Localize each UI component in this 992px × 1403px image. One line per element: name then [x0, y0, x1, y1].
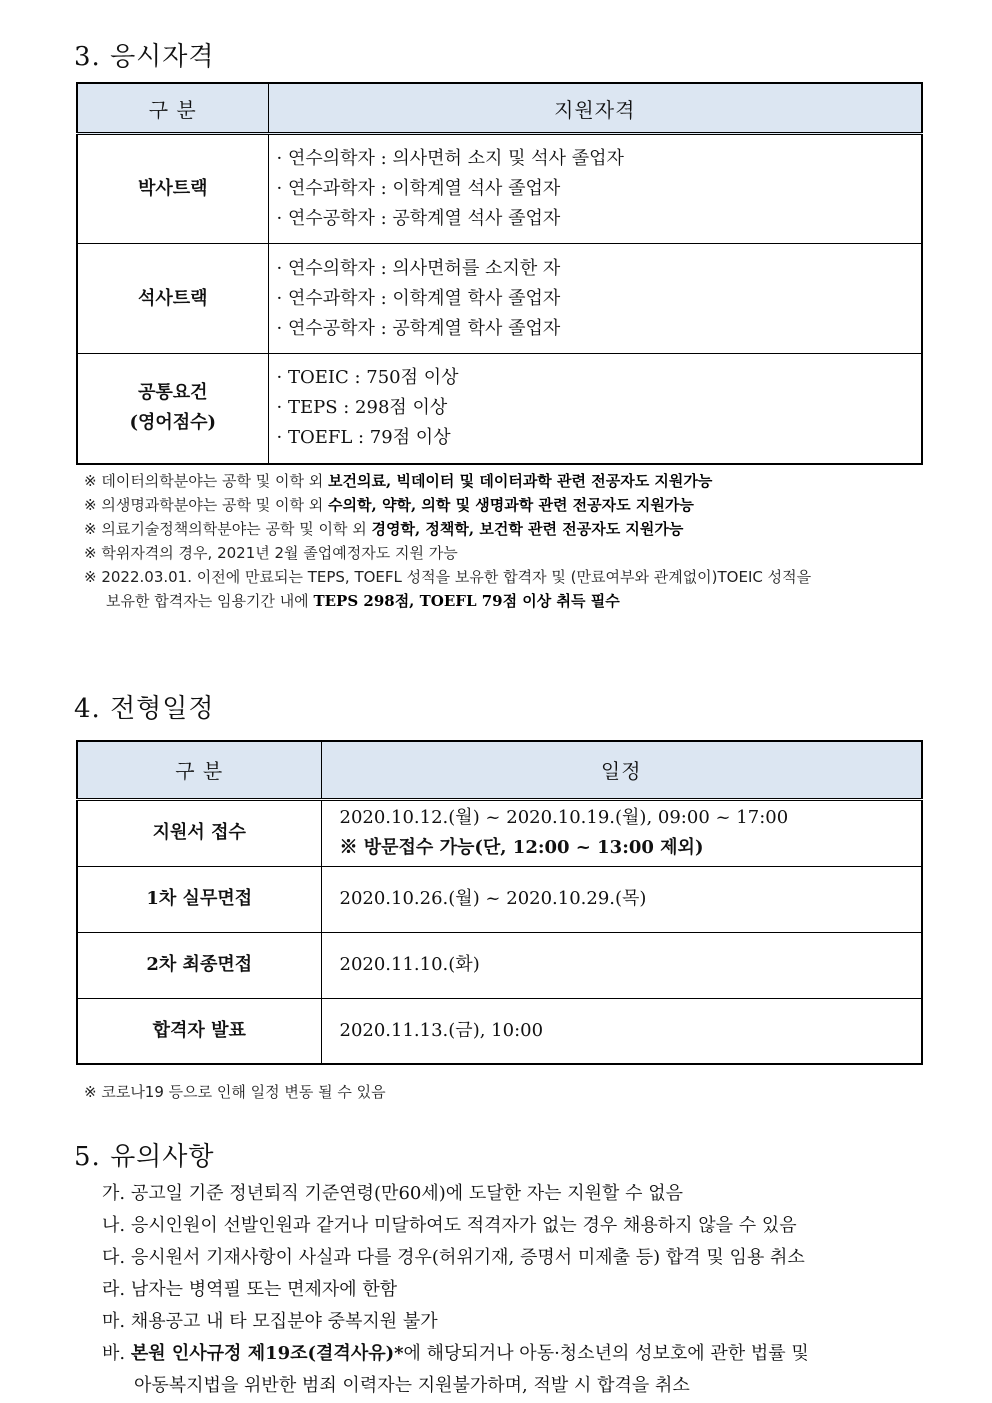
table-row	[77, 354, 922, 464]
schedule-label: 지원서 접수	[77, 799, 321, 866]
list-item: · TOEIC : 750점 이상	[276, 367, 459, 389]
note-emphasis: 경영학, 정책학, 보건학 관련 전공자도 지원가능	[371, 520, 684, 538]
list-item: · TOEFL : 79점 이상	[276, 427, 451, 449]
row-label-text: 공통요건	[137, 382, 208, 404]
item-continuation: 아동복지법을 위반한 범죄 이력자는 지원불가하며, 적발 시 합격을 취소	[134, 1375, 690, 1396]
row-label-common	[77, 354, 268, 464]
note-text: ※ 의생명과학분야는 공학 및 이학 외	[84, 496, 329, 514]
note-text: ※ 2022.03.01. 이전에 만료되는 TEPS, TOEFL 성적을 보유한 합격자 및 (만료여부와 관계없이)TOEIC 성적을	[84, 568, 812, 586]
list-item: 라. 남자는 병역필 또는 면제자에 한함	[102, 1279, 398, 1300]
list-item: · 연수공학자 : 공학계열 석사 졸업자	[276, 208, 561, 229]
list-item: · 연수과학자 : 이학계열 학사 졸업자	[276, 287, 561, 309]
item-prefix: 바.	[102, 1343, 131, 1364]
section-3-title: 3. 응시자격	[74, 42, 215, 72]
row-label-subtext: (영어점수)	[129, 412, 217, 434]
section-4-title: 4. 전형일정	[74, 694, 215, 724]
note-item	[84, 469, 811, 493]
note-continuation	[84, 589, 811, 613]
header-schedule: 일정	[321, 741, 922, 799]
table-header-row	[77, 83, 922, 134]
schedule-label: 합격자 발표	[77, 998, 321, 1064]
list-item: · 연수의학자 : 의사면허 소지 및 석사 졸업자	[276, 148, 624, 169]
list-item: 마. 채용공고 내 타 모집분야 중복지원 불가	[102, 1311, 438, 1332]
note-item	[84, 517, 811, 541]
schedule-label: 1차 실무면접	[77, 866, 321, 932]
schedule-table	[76, 740, 923, 1065]
list-item: · TEPS : 298점 이상	[276, 397, 448, 419]
row-items	[268, 354, 922, 464]
note-emphasis: 수의학, 약학, 의학 및 생명과학 관련 전공자도 지원가능	[328, 496, 694, 514]
row-label-phd	[77, 134, 268, 244]
schedule-value: 2020.11.10.(화)	[321, 932, 922, 998]
table-row	[77, 244, 922, 354]
list-item: 가. 공고일 기준 정년퇴직 기준연령(만60세)에 도달한 자는 지원할 수 없음	[102, 1183, 684, 1204]
list-item: 나. 응시인원이 선발인원과 같거나 미달하여도 적격자가 없는 경우 채용하지 않을 수 있음	[102, 1215, 797, 1236]
note-text: ※ 데이터의학분야는 공학 및 이학 외	[84, 472, 329, 490]
list-item: · 연수공학자 : 공학계열 학사 졸업자	[276, 317, 561, 339]
schedule-date: 2020.10.12.(월) ~ 2020.10.19.(월), 09:00 ~ 17:00	[339, 807, 789, 828]
row-label-text: 박사트랙	[137, 178, 208, 199]
note-text: ※ 의료기술정책의학분야는 공학 및 이학 외	[84, 520, 372, 538]
schedule-value: 2020.10.26.(월) ~ 2020.10.29.(목)	[321, 866, 922, 932]
table-row	[77, 866, 922, 932]
row-items	[268, 244, 922, 354]
note-item	[84, 493, 811, 517]
schedule-notes	[84, 1080, 386, 1104]
table-row	[77, 998, 922, 1064]
qualification-notes	[84, 469, 811, 613]
item-text: 에 해당되거나 아동·청소년의 성보호에 관한 법률 및	[403, 1343, 809, 1364]
table-row	[77, 799, 922, 866]
row-label-text: 석사트랙	[137, 287, 208, 309]
schedule-label: 2차 최종면접	[77, 932, 321, 998]
item-emphasis: 본원 인사규정 제19조(결격사유)*	[130, 1343, 404, 1364]
header-category: 구 분	[77, 83, 268, 134]
schedule-note: ※ 방문접수 가능(단, 12:00 ~ 13:00 제외)	[339, 837, 704, 858]
row-items	[268, 134, 922, 244]
note-emphasis: 보건의료, 빅데이터 및 데이터과학 관련 전공자도 지원가능	[328, 472, 713, 490]
note-text: ※ 학위자격의 경우, 2021년 2월 졸업예정자도 지원 가능	[84, 544, 458, 562]
qualification-table	[76, 82, 923, 465]
list-item: · 연수의학자 : 의사면허를 소지한 자	[276, 257, 561, 279]
list-item: · 연수과학자 : 이학계열 석사 졸업자	[276, 178, 561, 199]
schedule-value	[321, 799, 922, 866]
list-item: 다. 응시원서 기재사항이 사실과 다를 경우(허위기재, 증명서 미제출 등) 합격 및 임용 취소	[102, 1247, 805, 1268]
caution-list	[102, 1178, 809, 1402]
table-header-row	[77, 741, 922, 799]
note-emphasis: TEPS 298점, TOEFL 79점 이상 취득 필수	[313, 592, 620, 610]
header-category: 구 분	[77, 741, 321, 799]
table-row	[77, 932, 922, 998]
note-item	[84, 541, 811, 565]
section-5-title: 5. 유의사항	[74, 1142, 215, 1172]
note-item	[84, 565, 811, 613]
header-qualification: 지원자격	[268, 83, 922, 134]
list-item	[102, 1338, 809, 1402]
note-item: ※ 코로나19 등으로 인해 일정 변동 될 수 있음	[84, 1083, 386, 1101]
schedule-value: 2020.11.13.(금), 10:00	[321, 998, 922, 1064]
table-row	[77, 134, 922, 244]
note-text: 보유한 합격자는 임용기간 내에	[106, 592, 314, 610]
row-label-masters	[77, 244, 268, 354]
